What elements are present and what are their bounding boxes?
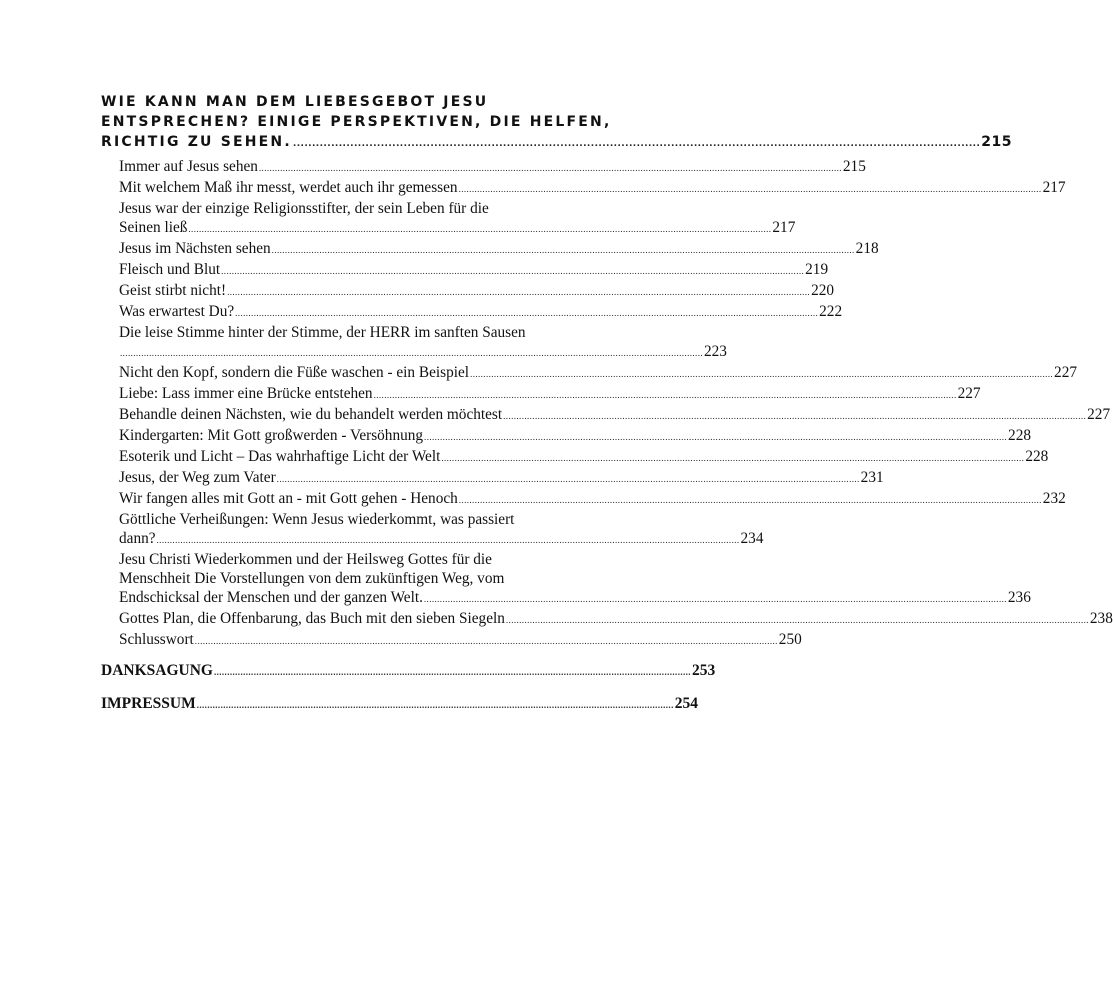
page-number: 218: [855, 240, 879, 257]
entry-title: Was erwartest Du?: [119, 303, 235, 320]
entry-row: [119, 489, 1066, 510]
entry-row: [119, 529, 764, 550]
entry-row: [119, 384, 981, 405]
entry-row: [119, 157, 866, 178]
entry-title: IMPRESSUM: [101, 695, 196, 712]
toc-entry-impressum[interactable]: [101, 694, 698, 715]
entry-title: Behandle deinen Nächsten, wie du behandelt werden möchtest: [119, 406, 503, 423]
entry-row: [119, 239, 879, 260]
entry-row: [119, 630, 802, 651]
page-number: 217: [1042, 179, 1066, 196]
page-number: 232: [1042, 490, 1066, 507]
dot-leader: ............................................................................................................................................................................................................................: [235, 308, 819, 318]
entry-title-line: Jesu Christi Wiederkommen und der Heilsweg Gottes für die: [119, 551, 492, 568]
dot-leader: ............................................................................................................................................................................................................................: [120, 348, 703, 358]
dot-leader: ............................................................................................................................................................................................................................: [424, 432, 1008, 442]
dot-leader: ............................................................................................................................................................................................................................: [221, 266, 805, 276]
entry-title: Jesus im Nächsten sehen: [119, 240, 271, 257]
dot-leader: ............................................................................................................................................................................................................................: [373, 390, 957, 400]
dot-leader: ............................................................................................................................................................................................................................: [156, 535, 740, 545]
entry-title: Immer auf Jesus sehen: [119, 158, 258, 175]
entry-row: [119, 342, 727, 363]
entry-title-line: Jesus war der einzige Religionsstifter, der sein Leben für die: [119, 200, 489, 217]
toc-entry[interactable]: [119, 405, 1111, 426]
toc-entry[interactable]: [119, 489, 1066, 510]
dot-leader: ....................................................................................................................................................................................: [292, 139, 981, 149]
entry-title-line: Die leise Stimme hinter der Stimme, der HERR im sanften Sausen: [119, 324, 526, 341]
entry-title: Kindergarten: Mit Gott großwerden - Versöhnung: [119, 427, 424, 444]
dot-leader: ....................................................................................................................................................................................: [196, 700, 674, 710]
toc-entry[interactable]: [119, 178, 1066, 199]
entry-title: Seinen ließ: [119, 219, 188, 236]
toc-entries: [119, 157, 1113, 651]
entry-row: [119, 218, 796, 239]
dot-leader: ............................................................................................................................................................................................................................: [276, 474, 860, 484]
page-number: 215: [981, 134, 1013, 150]
dot-leader: ............................................................................................................................................................................................................................: [227, 287, 811, 297]
page-number: 236: [1007, 589, 1031, 606]
toc-entry[interactable]: [119, 630, 802, 651]
entry-row: [119, 302, 843, 323]
toc-entry[interactable]: [119, 510, 764, 550]
toc-entry[interactable]: [119, 550, 1031, 609]
page-number: 227: [1087, 406, 1111, 423]
entry-row: [119, 426, 1031, 447]
entry-title: Wir fangen alles mit Gott an - mit Gott gehen - Henoch: [119, 490, 458, 507]
entry-row: [119, 281, 835, 302]
toc-entry[interactable]: [119, 323, 727, 363]
toc-entry[interactable]: [119, 239, 879, 260]
entry-title: DANKSAGUNG: [101, 662, 213, 679]
chapter-title-line: ENTSPRECHEN? EINIGE PERSPEKTIVEN, DIE HELFEN,: [101, 114, 612, 130]
toc-entry-danksagung[interactable]: [101, 661, 716, 682]
entry-title: Jesus, der Weg zum Vater: [119, 469, 276, 486]
page-number: 215: [842, 158, 866, 175]
entry-title: Endschicksal der Menschen und der ganzen Welt.: [119, 589, 423, 606]
dot-leader: ............................................................................................................................................................................................................................: [188, 224, 772, 234]
entry-row: [119, 609, 1113, 630]
chapter-heading[interactable]: [101, 92, 1013, 154]
entry-title: Geist stirbt nicht!: [119, 282, 227, 299]
dot-leader: ............................................................................................................................................................................................................................: [505, 615, 1089, 625]
page-number: 217: [772, 219, 796, 236]
dot-leader: ............................................................................................................................................................................................................................: [194, 636, 778, 646]
page-number: 220: [811, 282, 835, 299]
page-number: 250: [778, 631, 802, 648]
entry-title: dann?: [119, 530, 156, 547]
page-number: 231: [860, 469, 884, 486]
entry-title: Nicht den Kopf, sondern die Füße waschen - ein Beispiel: [119, 364, 470, 381]
entry-title: Fleisch und Blut: [119, 261, 221, 278]
chapter-title-row: [101, 132, 1013, 154]
chapter-title-line: WIE KANN MAN DEM LIEBESGEBOT JESU: [101, 94, 489, 110]
toc-entry[interactable]: [119, 281, 835, 302]
toc-entry[interactable]: [119, 260, 829, 281]
dot-leader: ............................................................................................................................................................................................................................: [423, 594, 1007, 604]
entry-row: [119, 260, 829, 281]
page-number: 234: [740, 530, 764, 547]
page-number: 228: [1025, 448, 1049, 465]
chapter-title-last: RICHTIG ZU SEHEN.: [101, 134, 292, 150]
page-number: 222: [819, 303, 843, 320]
dot-leader: ............................................................................................................................................................................................................................: [258, 163, 842, 173]
toc-page: [101, 92, 1113, 715]
entry-title: Mit welchem Maß ihr messt, werdet auch ihr gemessen: [119, 179, 458, 196]
page-number: 219: [805, 261, 829, 278]
entry-title: Gottes Plan, die Offenbarung, das Buch mit den sieben Siegeln: [119, 610, 505, 627]
dot-leader: ............................................................................................................................................................................................................................: [503, 411, 1087, 421]
page-number: 254: [674, 695, 698, 712]
page-number: 238: [1089, 610, 1113, 627]
dot-leader: ............................................................................................................................................................................................................................: [458, 184, 1042, 194]
toc-entry[interactable]: [119, 447, 1049, 468]
entry-row: [119, 405, 1111, 426]
entry-row: [119, 588, 1031, 609]
toc-entry[interactable]: [119, 199, 796, 239]
toc-entry[interactable]: [119, 609, 1113, 630]
page-number: 253: [691, 662, 716, 679]
entry-row: [119, 447, 1049, 468]
dot-leader: ............................................................................................................................................................................................................................: [470, 369, 1054, 379]
page-number: 227: [957, 385, 981, 402]
toc-entry[interactable]: [119, 302, 843, 323]
toc-entry[interactable]: [119, 468, 884, 489]
entry-title: Esoterik und Licht – Das wahrhaftige Licht der Welt: [119, 448, 441, 465]
entry-title: Schlusswort: [119, 631, 194, 648]
entry-title-line: Menschheit Die Vorstellungen von dem zukünftigen Weg, vom: [119, 570, 505, 587]
entry-row: [119, 468, 884, 489]
entry-title-line: Göttliche Verheißungen: Wenn Jesus wiederkommt, was passiert: [119, 511, 515, 528]
dot-leader: ............................................................................................................................................................................................................................: [458, 495, 1042, 505]
entry-row: [119, 178, 1066, 199]
toc-entry[interactable]: [119, 384, 981, 405]
dot-leader: ............................................................................................................................................................................................................................: [441, 453, 1025, 463]
entry-title: Liebe: Lass immer eine Brücke entstehen: [119, 385, 373, 402]
page-number: 227: [1054, 364, 1077, 381]
page-number: 223: [704, 343, 727, 360]
toc-entry[interactable]: [119, 363, 1077, 384]
dot-leader: ............................................................................................................................................................................................................................: [271, 245, 855, 255]
toc-entry[interactable]: [119, 157, 866, 178]
dot-leader: ....................................................................................................................................................................................: [213, 667, 691, 677]
toc-entry[interactable]: [119, 426, 1031, 447]
page-number: 228: [1008, 427, 1031, 444]
entry-row: [119, 363, 1077, 384]
